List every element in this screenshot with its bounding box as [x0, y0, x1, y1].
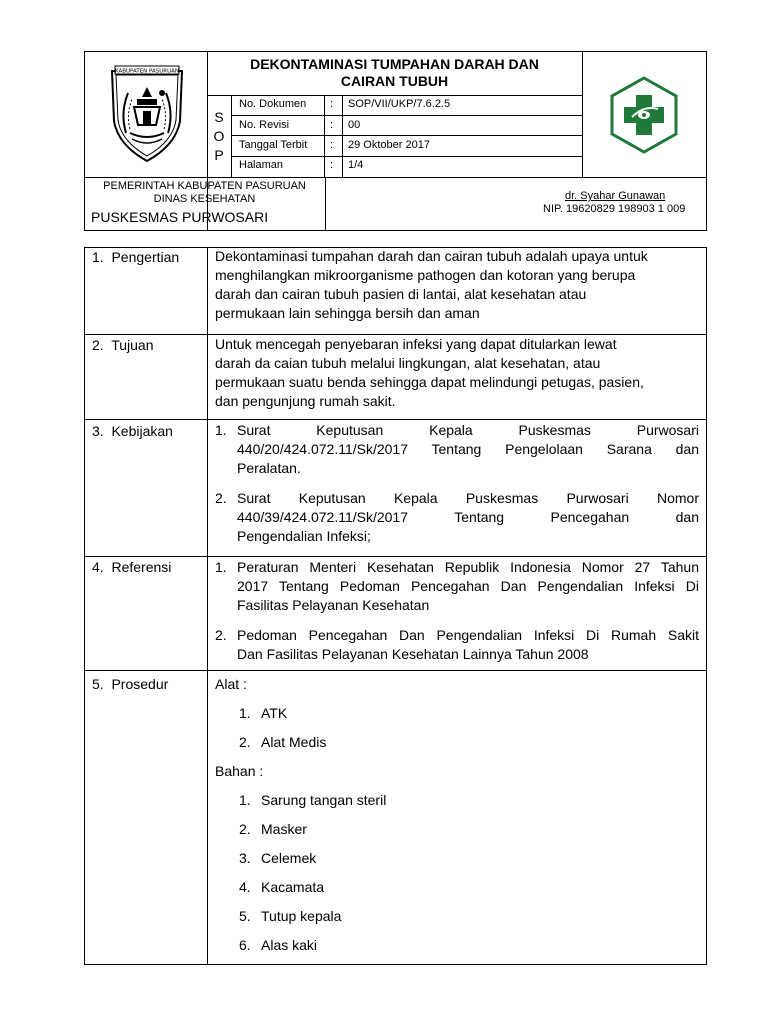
meta-label-halaman: Halaman — [239, 159, 284, 171]
section-label-prosedur: 5. Prosedur — [92, 676, 169, 692]
bahan-item: Kacamata — [261, 879, 325, 895]
bahan-heading: Bahan : — [215, 763, 264, 779]
kebijakan-item-2-num: 2. — [215, 490, 227, 506]
puskesmas-logo — [608, 75, 680, 155]
bahan-item: Celemek — [261, 850, 317, 866]
kebijakan-item-2: Surat Keputusan Kepala Puskesmas Purwosari Nomor 440/39/424.072.11/Sk/2017 Tentang Pencegahan dan Pengendalian Infeksi; — [237, 490, 699, 544]
document-title-line1: DEKONTAMINASI TUMPAHAN DARAH DAN — [250, 56, 539, 72]
meta-sep: : — [330, 98, 334, 110]
alat-item-num: 1. — [239, 705, 251, 721]
document-title-line2: CAIRAN TUBUH — [340, 73, 449, 89]
bahan-item: Sarung tangan steril — [261, 792, 387, 808]
kebijakan-item-1: Surat Keputusan Kepala Puskesmas Purwosari 440/20/424.072.11/Sk/2017 Tentang Pengelolaan Sarana dan Peralatan. — [237, 422, 699, 476]
bahan-item: Masker — [261, 821, 307, 837]
meta-value-no-dokumen: SOP/VII/UKP/7.6.2.5 — [348, 98, 451, 110]
bahan-item-num: 1. — [239, 792, 251, 808]
referensi-item-2: Pedoman Pencegahan Dan Pengendalian Infeksi Di Rumah Sakit Dan Fasilitas Pelayanan Kesehatan Lainnya Tahun 2008 — [237, 627, 699, 662]
bahan-item-num: 3. — [239, 850, 251, 866]
meta-value-no-revisi: 00 — [348, 119, 361, 131]
meta-sep: : — [330, 139, 334, 151]
org-line1: PEMERINTAH KABUPATEN PASURUAN — [103, 180, 306, 192]
kabupaten-pasuruan-logo — [104, 63, 190, 165]
section-label-referensi: 4. Referensi — [92, 559, 172, 575]
bahan-item-num: 2. — [239, 821, 251, 837]
alat-heading: Alat : — [215, 676, 247, 692]
section-label-pengertian: 1. Pengertian — [92, 249, 180, 265]
alat-item: Alat Medis — [261, 734, 327, 750]
meta-label-no-dokumen: No. Dokumen — [239, 98, 307, 110]
alat-item: ATK — [261, 705, 288, 721]
bahan-item-num: 6. — [239, 937, 251, 953]
org-line3: PUSKESMAS PURWOSARI — [91, 209, 269, 225]
bahan-item: Alas kaki — [261, 937, 318, 953]
section-label-tujuan: 2. Tujuan — [92, 337, 154, 353]
org-line2: DINAS KESEHATAN — [153, 193, 256, 205]
sop-letter-p: P — [214, 147, 224, 163]
bahan-item-num: 5. — [239, 908, 251, 924]
signer-nip: NIP. 19620829 198903 1 009 — [543, 203, 686, 215]
section-label-kebijakan: 3. Kebijakan — [92, 423, 173, 439]
sop-letter-o: O — [213, 128, 225, 144]
section-text-pengertian: Dekontaminasi tumpahan darah dan cairan tubuh adalah upaya untuk menghilangkan mikroorganisme pathogen dan kotoran yang berupa darah dan cairan tubuh pasien di lantai, alat kesehatan atau permukaan lain sehingga bersih dan aman — [215, 248, 648, 321]
referensi-item-2-num: 2. — [215, 627, 227, 643]
meta-label-no-revisi: No. Revisi — [239, 119, 290, 131]
referensi-item-1-num: 1. — [215, 559, 227, 575]
meta-value-halaman: 1/4 — [348, 159, 364, 171]
section-text-tujuan: Untuk mencegah penyebaran infeksi yang dapat ditularkan lewat darah da caian tubuh melalui lingkungan, alat kesehatan, atau permukaan suatu benda sehingga dapat melindungi petugas, pasien, dan pengunjung rumah sakit. — [215, 336, 644, 409]
bahan-item-num: 4. — [239, 879, 251, 895]
meta-sep: : — [330, 159, 334, 171]
meta-label-tanggal-terbit: Tanggal Terbit — [239, 139, 308, 151]
signer-name: dr. Syahar Gunawan — [565, 190, 666, 202]
sop-letter-s: S — [214, 109, 224, 125]
bahan-item: Tutup kepala — [261, 908, 342, 924]
logo-left-text: KABUPATEN PASURUAN — [114, 68, 180, 75]
referensi-item-1: Peraturan Menteri Kesehatan Republik Indonesia Nomor 27 Tahun 2017 Tentang Pedoman Pencegahan Dan Pengendalian Infeksi Di Fasilitas Pelayanan Kesehatan — [237, 559, 699, 613]
meta-sep: : — [330, 119, 334, 131]
alat-item-num: 2. — [239, 734, 251, 750]
meta-value-tanggal-terbit: 29 Oktober 2017 — [348, 139, 430, 151]
kebijakan-item-1-num: 1. — [215, 422, 227, 438]
